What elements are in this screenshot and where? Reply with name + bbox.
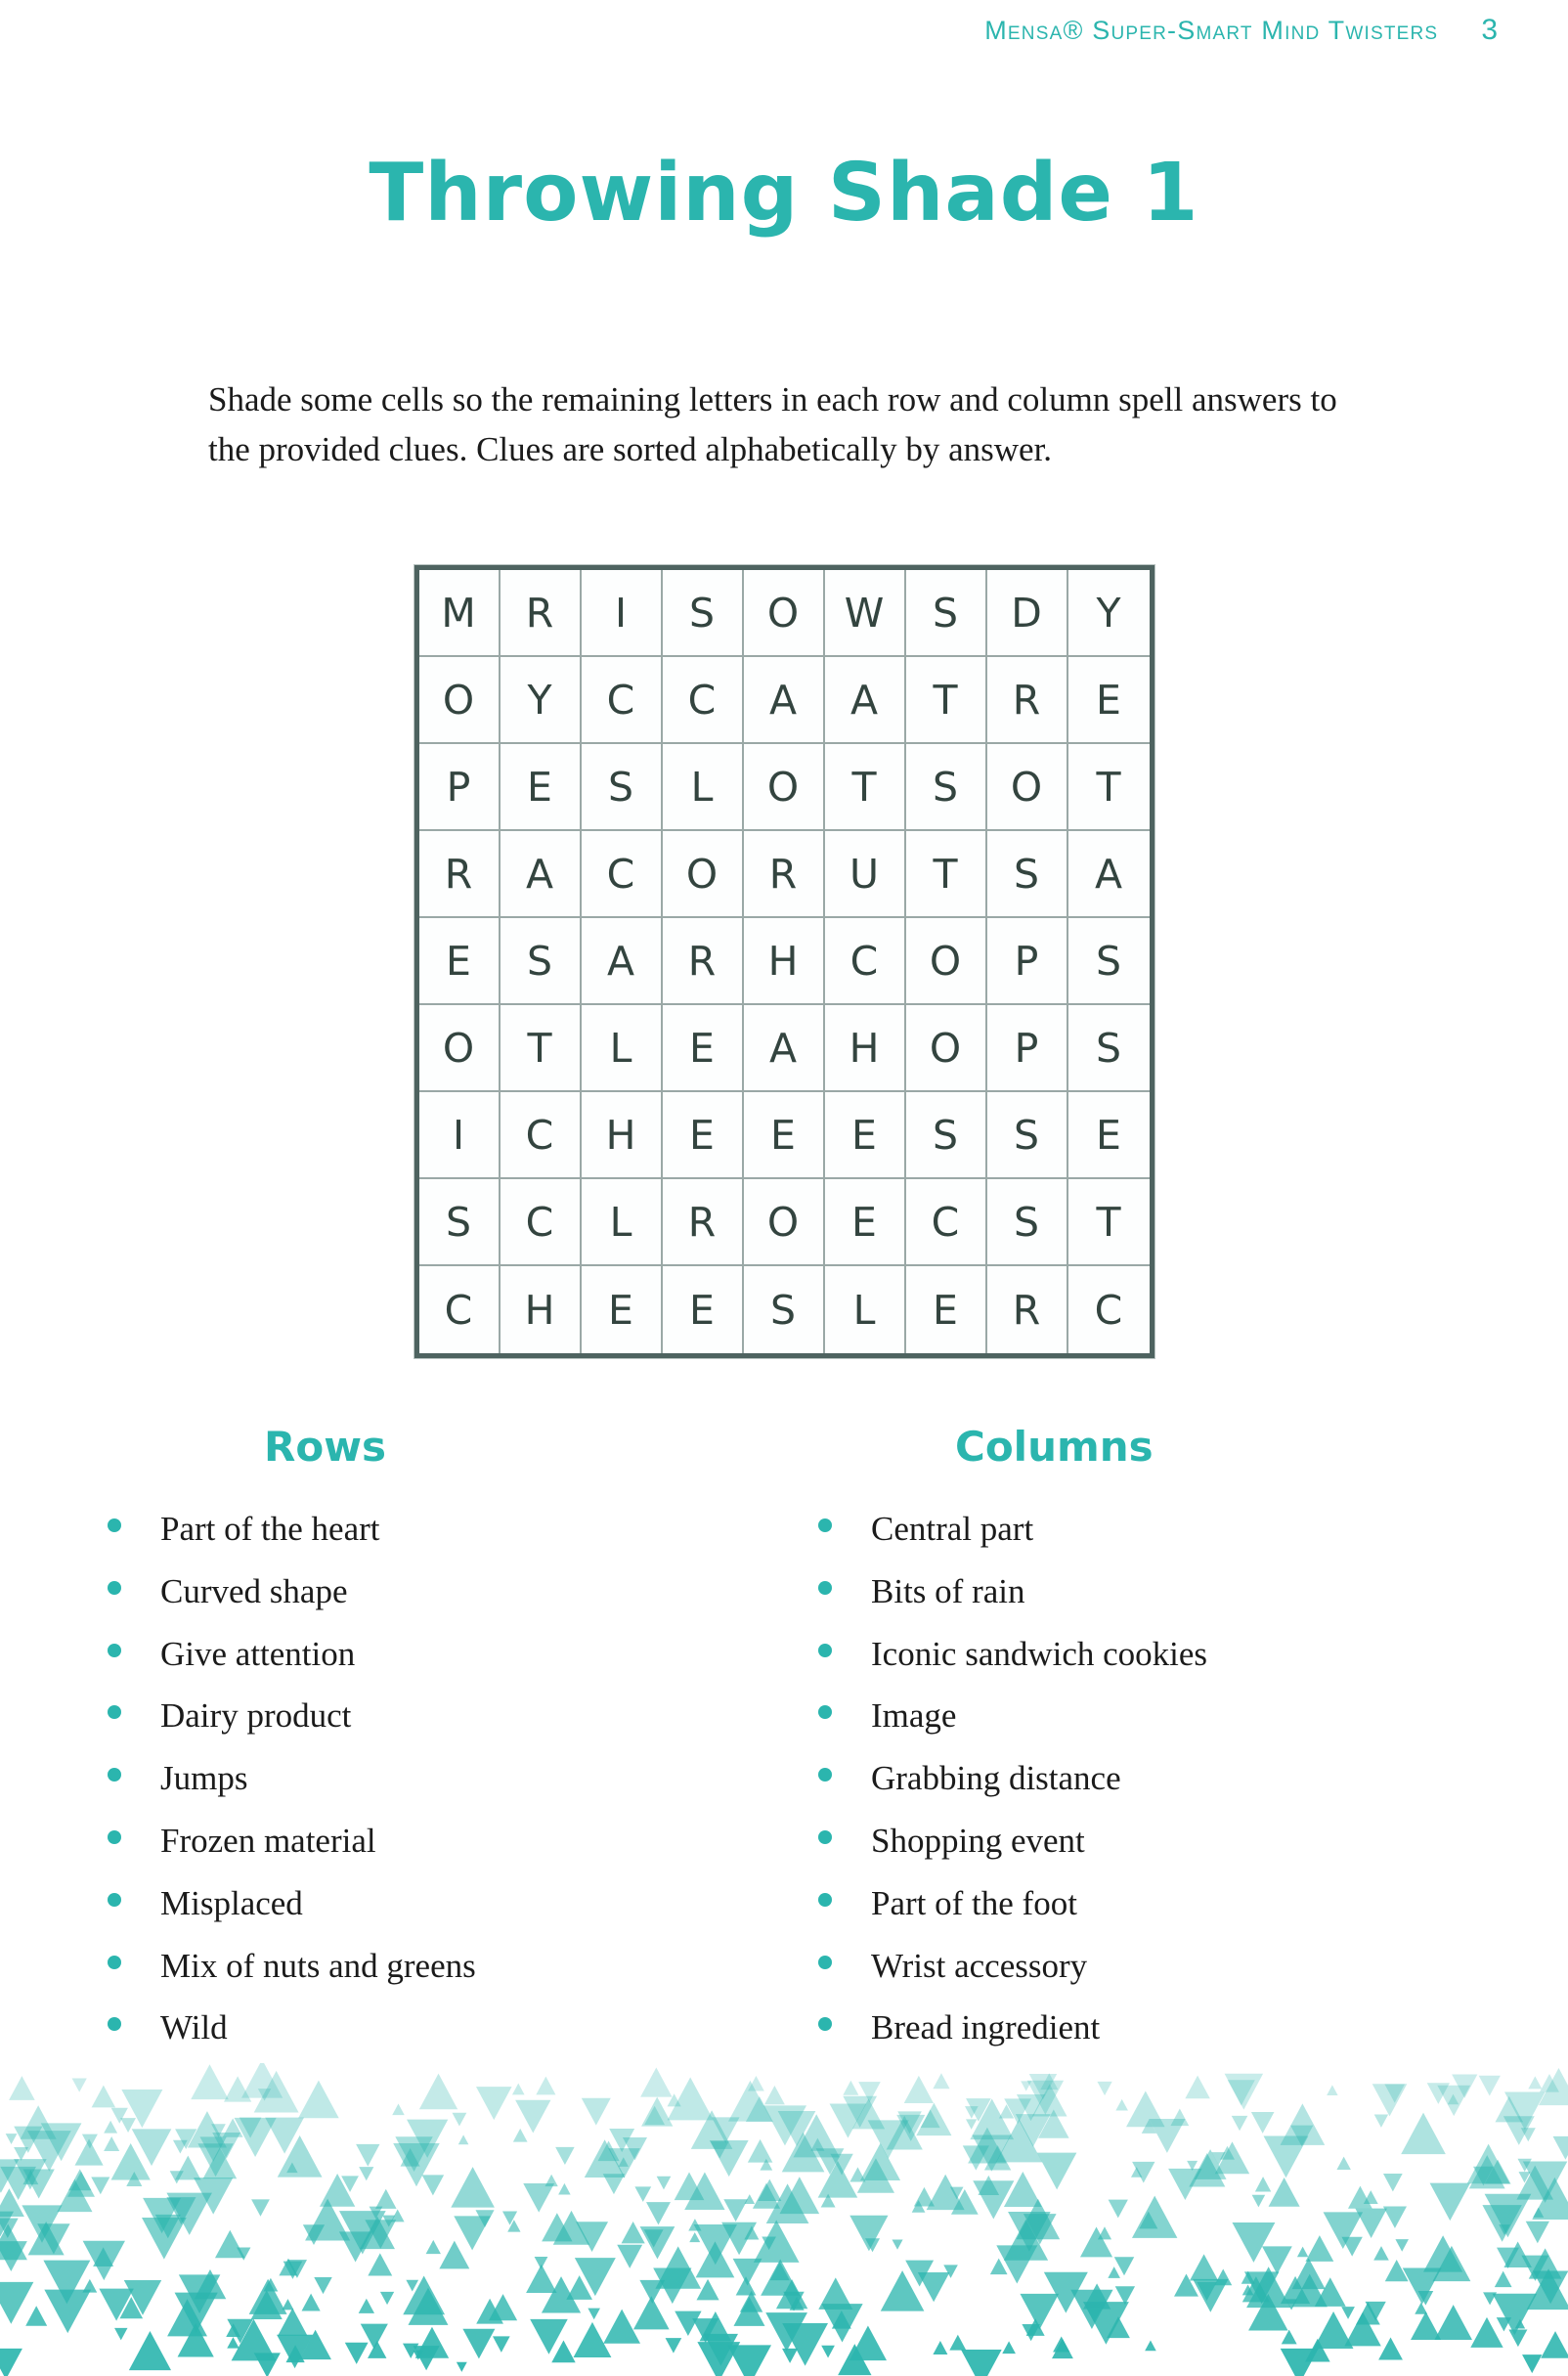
clue-list-item [108, 1945, 784, 1989]
grid-cell[interactable]: O [744, 744, 825, 831]
grid-cell[interactable]: C [1068, 1266, 1150, 1353]
clue-text: Frozen material [160, 1821, 376, 1860]
bullet-icon [108, 1830, 121, 1844]
clue-text: Jumps [160, 1759, 248, 1798]
grid-cell[interactable]: L [582, 1179, 663, 1266]
clue-text: Part of the heart [160, 1510, 380, 1548]
grid-cell[interactable]: S [744, 1266, 825, 1353]
grid-cell[interactable]: R [987, 657, 1068, 744]
clue-text: Iconic sandwich cookies [871, 1634, 1208, 1673]
grid-cell[interactable]: E [663, 1005, 744, 1092]
clue-text: Grabbing distance [871, 1759, 1121, 1798]
rows-heading: Rows [264, 1423, 386, 1471]
grid-cell[interactable]: C [501, 1092, 582, 1179]
grid-cell[interactable]: O [987, 744, 1068, 831]
grid-cell[interactable]: H [825, 1005, 906, 1092]
clue-text: Shopping event [871, 1821, 1085, 1860]
clue-text: Mix of nuts and greens [160, 1946, 476, 1985]
columns-clue-list [818, 1508, 1568, 2050]
clue-text: Wrist accessory [871, 1946, 1088, 1985]
grid-cell[interactable]: Y [1068, 570, 1150, 657]
grid-cell[interactable]: D [987, 570, 1068, 657]
grid-cell[interactable]: C [582, 657, 663, 744]
clue-list-item [108, 1882, 784, 1926]
grid-cell[interactable]: M [419, 570, 501, 657]
clue-list-item [818, 1633, 1568, 1677]
grid-cell[interactable]: S [906, 744, 987, 831]
grid-cell[interactable]: O [419, 1005, 501, 1092]
grid-cell[interactable]: R [663, 918, 744, 1005]
grid-cell[interactable]: S [987, 1092, 1068, 1179]
grid-cell[interactable]: S [906, 570, 987, 657]
bullet-icon [818, 1893, 832, 1907]
grid-cell[interactable]: O [744, 1179, 825, 1266]
grid-cell[interactable]: C [501, 1179, 582, 1266]
bullet-icon [108, 1768, 121, 1782]
grid-cell[interactable]: P [987, 1005, 1068, 1092]
clue-list-item [818, 1694, 1568, 1738]
bullet-icon [818, 1768, 832, 1782]
clue-list-item [108, 1570, 784, 1614]
grid-cell[interactable]: L [582, 1005, 663, 1092]
grid-cell[interactable]: H [744, 918, 825, 1005]
grid-cell[interactable]: S [987, 831, 1068, 918]
grid-cell[interactable]: E [582, 1266, 663, 1353]
bullet-icon [108, 1644, 121, 1657]
letter-grid[interactable] [414, 565, 1154, 1358]
grid-cell[interactable]: E [419, 918, 501, 1005]
clue-list-item [818, 1757, 1568, 1801]
bullet-icon [108, 1581, 121, 1595]
grid-cell[interactable]: P [987, 918, 1068, 1005]
grid-cell[interactable]: A [825, 657, 906, 744]
page-number: 3 [1481, 14, 1498, 46]
grid-cell[interactable]: O [906, 918, 987, 1005]
grid-cell[interactable]: T [1068, 1179, 1150, 1266]
grid-cell[interactable]: E [1068, 1092, 1150, 1179]
clue-text: Part of the foot [871, 1883, 1077, 1922]
grid-cell[interactable]: T [906, 657, 987, 744]
grid-cell[interactable]: T [1068, 744, 1150, 831]
clue-text: Central part [871, 1510, 1034, 1548]
grid-cell[interactable]: E [906, 1266, 987, 1353]
clue-text: Dairy product [160, 1696, 352, 1736]
clue-text: Give attention [160, 1634, 356, 1673]
clue-list-item [108, 1820, 784, 1864]
grid-cell[interactable]: O [419, 657, 501, 744]
bullet-icon [108, 1705, 121, 1719]
columns-clue-column [784, 1423, 1568, 2069]
clue-list-item [108, 1694, 784, 1738]
bullet-icon [108, 1893, 121, 1907]
grid-cell[interactable]: P [419, 744, 501, 831]
grid-cell[interactable]: C [906, 1179, 987, 1266]
bullet-icon [108, 2017, 121, 2031]
clue-list-item [108, 1508, 784, 1552]
clue-list-item [818, 1570, 1568, 1614]
grid-cell[interactable]: O [663, 831, 744, 918]
grid-cell[interactable]: E [501, 744, 582, 831]
grid-cell[interactable]: R [744, 831, 825, 918]
book-title: Mensa® Super-Smart Mind Twisters [984, 16, 1439, 45]
bullet-icon [818, 1830, 832, 1844]
rows-clue-column [0, 1423, 784, 2069]
grid-cell[interactable]: T [825, 744, 906, 831]
clue-text: Misplaced [160, 1883, 303, 1922]
grid-cell[interactable]: L [663, 744, 744, 831]
grid-cell[interactable]: T [906, 831, 987, 918]
grid-cell[interactable]: L [825, 1266, 906, 1353]
grid-cell[interactable]: R [987, 1266, 1068, 1353]
grid-cell[interactable]: E [825, 1092, 906, 1179]
bullet-icon [108, 1518, 121, 1532]
bullet-icon [818, 1581, 832, 1595]
grid-cell[interactable]: R [501, 570, 582, 657]
bullet-icon [818, 1518, 832, 1532]
grid-cell[interactable]: S [501, 918, 582, 1005]
grid-cell[interactable]: H [501, 1266, 582, 1353]
bullet-icon [818, 1644, 832, 1657]
grid-cell[interactable]: W [825, 570, 906, 657]
clue-text: Bread ingredient [871, 2008, 1101, 2047]
running-head [0, 14, 1568, 59]
grid-cell[interactable]: O [906, 1005, 987, 1092]
puzzle-grid-container [0, 565, 1568, 1358]
grid-cell[interactable]: E [744, 1092, 825, 1179]
clue-section [0, 1423, 1568, 2069]
columns-heading: Columns [955, 1423, 1154, 1471]
grid-cell[interactable]: R [419, 831, 501, 918]
page-title: Throwing Shade 1 [369, 146, 1199, 240]
clue-text: Curved shape [160, 1571, 348, 1610]
clue-text: Bits of rain [871, 1571, 1025, 1610]
grid-cell[interactable]: I [419, 1092, 501, 1179]
grid-cell[interactable]: R [663, 1179, 744, 1266]
footer-triangle-decoration [0, 2063, 1568, 2376]
grid-cell[interactable]: A [1068, 831, 1150, 918]
clue-text: Image [871, 1696, 957, 1736]
grid-cell[interactable]: Y [501, 657, 582, 744]
triangle-pattern-icon [0, 2063, 1568, 2376]
clue-list-item [108, 1633, 784, 1677]
bullet-icon [818, 1956, 832, 1969]
grid-cell[interactable]: S [1068, 1005, 1150, 1092]
grid-cell[interactable]: S [1068, 918, 1150, 1005]
clue-list-item [108, 1757, 784, 1801]
grid-cell[interactable]: I [582, 570, 663, 657]
grid-cell[interactable]: E [825, 1179, 906, 1266]
rows-clue-list [108, 1508, 784, 2050]
grid-cell[interactable]: S [663, 570, 744, 657]
grid-cell[interactable]: U [825, 831, 906, 918]
grid-cell[interactable]: C [663, 657, 744, 744]
clue-list-item [818, 1882, 1568, 1926]
grid-cell[interactable]: A [582, 918, 663, 1005]
bullet-icon [818, 1705, 832, 1719]
grid-cell[interactable]: O [744, 570, 825, 657]
clue-list-item [818, 1945, 1568, 1989]
grid-cell[interactable]: A [744, 657, 825, 744]
grid-cell[interactable]: S [582, 744, 663, 831]
grid-cell[interactable]: C [582, 831, 663, 918]
grid-cell[interactable]: C [419, 1266, 501, 1353]
grid-cell[interactable]: A [744, 1005, 825, 1092]
clue-list-item [108, 2006, 784, 2050]
grid-cell[interactable]: E [1068, 657, 1150, 744]
grid-cell[interactable]: H [582, 1092, 663, 1179]
clue-list-item [818, 1508, 1568, 1552]
grid-cell[interactable]: S [419, 1179, 501, 1266]
grid-cell[interactable]: T [501, 1005, 582, 1092]
bullet-icon [108, 1956, 121, 1969]
bullet-icon [818, 2017, 832, 2031]
clue-text: Wild [160, 2008, 228, 2047]
clue-list-item [818, 2006, 1568, 2050]
clue-list-item [818, 1820, 1568, 1864]
instructions-text: Shade some cells so the remaining letters in each row and column spell answers to the provided clues. Clues are sorted alphabetically by answer. [208, 380, 1337, 469]
grid-cell[interactable]: S [906, 1092, 987, 1179]
grid-cell[interactable]: A [501, 831, 582, 918]
grid-cell[interactable]: C [825, 918, 906, 1005]
grid-cell[interactable]: S [987, 1179, 1068, 1266]
grid-cell[interactable]: E [663, 1092, 744, 1179]
grid-cell[interactable]: E [663, 1266, 744, 1353]
